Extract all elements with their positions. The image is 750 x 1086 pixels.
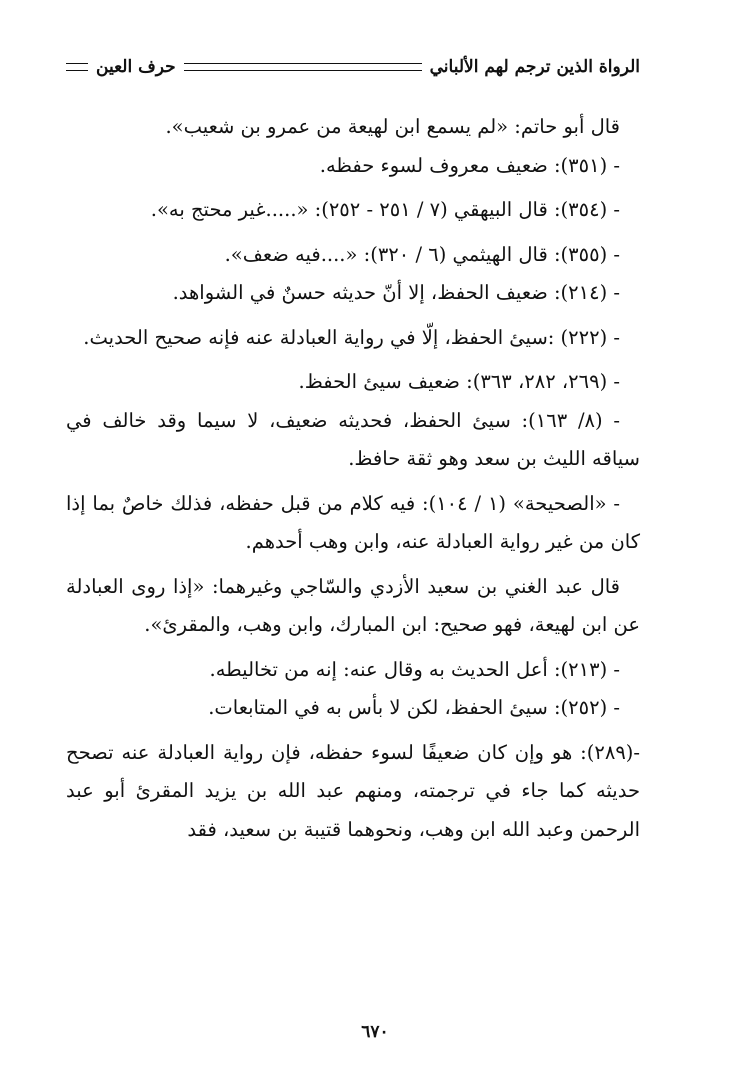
header-section-title: حرف العين (96, 57, 176, 77)
paragraph-351: - (٣٥١): ضعيف معروف لسوء حفظه. (319, 153, 620, 177)
paragraph-214: - (٢١٤): ضعيف الحفظ، إلا أنّ حديثه حسنٌ في الشواهد. (172, 281, 620, 304)
running-header (66, 52, 640, 82)
page-number: ٦٧٠ (361, 1022, 389, 1042)
page-body (66, 108, 640, 849)
paragraph-269: - (٢٦٩، ٢٨٢، ٣٦٣): ضعيف سيئ الحفظ. (298, 370, 620, 393)
paragraph-289: -(٢٨٩): هو وإن كان ضعيفًا لسوء حفظه، فإن رواية العبادلة عنه تصحح حديثه كما جاء في ترجمته، ومنهم عبد الله بن يزيد المقرئ أبو عبد الرحمن وعبد الله ابن وهب، ونحوهما قتيبة بن سعيد، فقد (66, 740, 640, 841)
paragraph-222: - (٢٢٢) :سيئ الحفظ، إلّا في رواية العبادلة عنه فإنه صحيح الحديث. (83, 325, 620, 349)
paragraph-abd-al-ghani: قال عبد الغني بن سعيد الأزدي والسّاجي وغيرهما: «إذا روى العبادلة عن ابن لهيعة، فهو صحيح: ابن المبارك، وابن وهب، والمقرئ». (66, 574, 640, 636)
header-end-rule (66, 63, 88, 71)
paragraph-abu-hatim: قال أبو حاتم: «لم يسمع ابن لهيعة من عمرو بن شعيب». (165, 115, 620, 138)
paragraph-354: - (٣٥٤): قال البيهقي (٧ / ٢٥١ - ٢٥٢): «.....غير محتج به». (150, 198, 620, 221)
paragraph-8-163: - (٨/ ١٦٣): سيئ الحفظ، فحديثه ضعيف، لا سيما وقد خالف في سياقه الليث بن سعد وهو ثقة حافظ. (66, 408, 640, 470)
paragraph-sahiha: - «الصحيحة» (١ / ١٠٤): فيه كلام من قبل حفظه، فذلك خاصٌ بما إذا كان من غير رواية العبادلة عنه، وابن وهب أحدهم. (66, 491, 640, 553)
paragraph-213: - (٢١٣): أعل الحديث به وقال عنه: إنه من تخاليطه. (209, 657, 620, 681)
paragraph-252: - (٢٥٢): سيئ الحفظ، لكن لا بأس به في المتابعات. (208, 696, 620, 719)
paragraph-355: - (٣٥٥): قال الهيثمي (٦ / ٣٢٠): «....فيه ضعف». (224, 242, 620, 266)
header-double-rule (184, 63, 422, 71)
header-book-title: الرواة الذين ترجم لهم الألباني (429, 57, 640, 77)
